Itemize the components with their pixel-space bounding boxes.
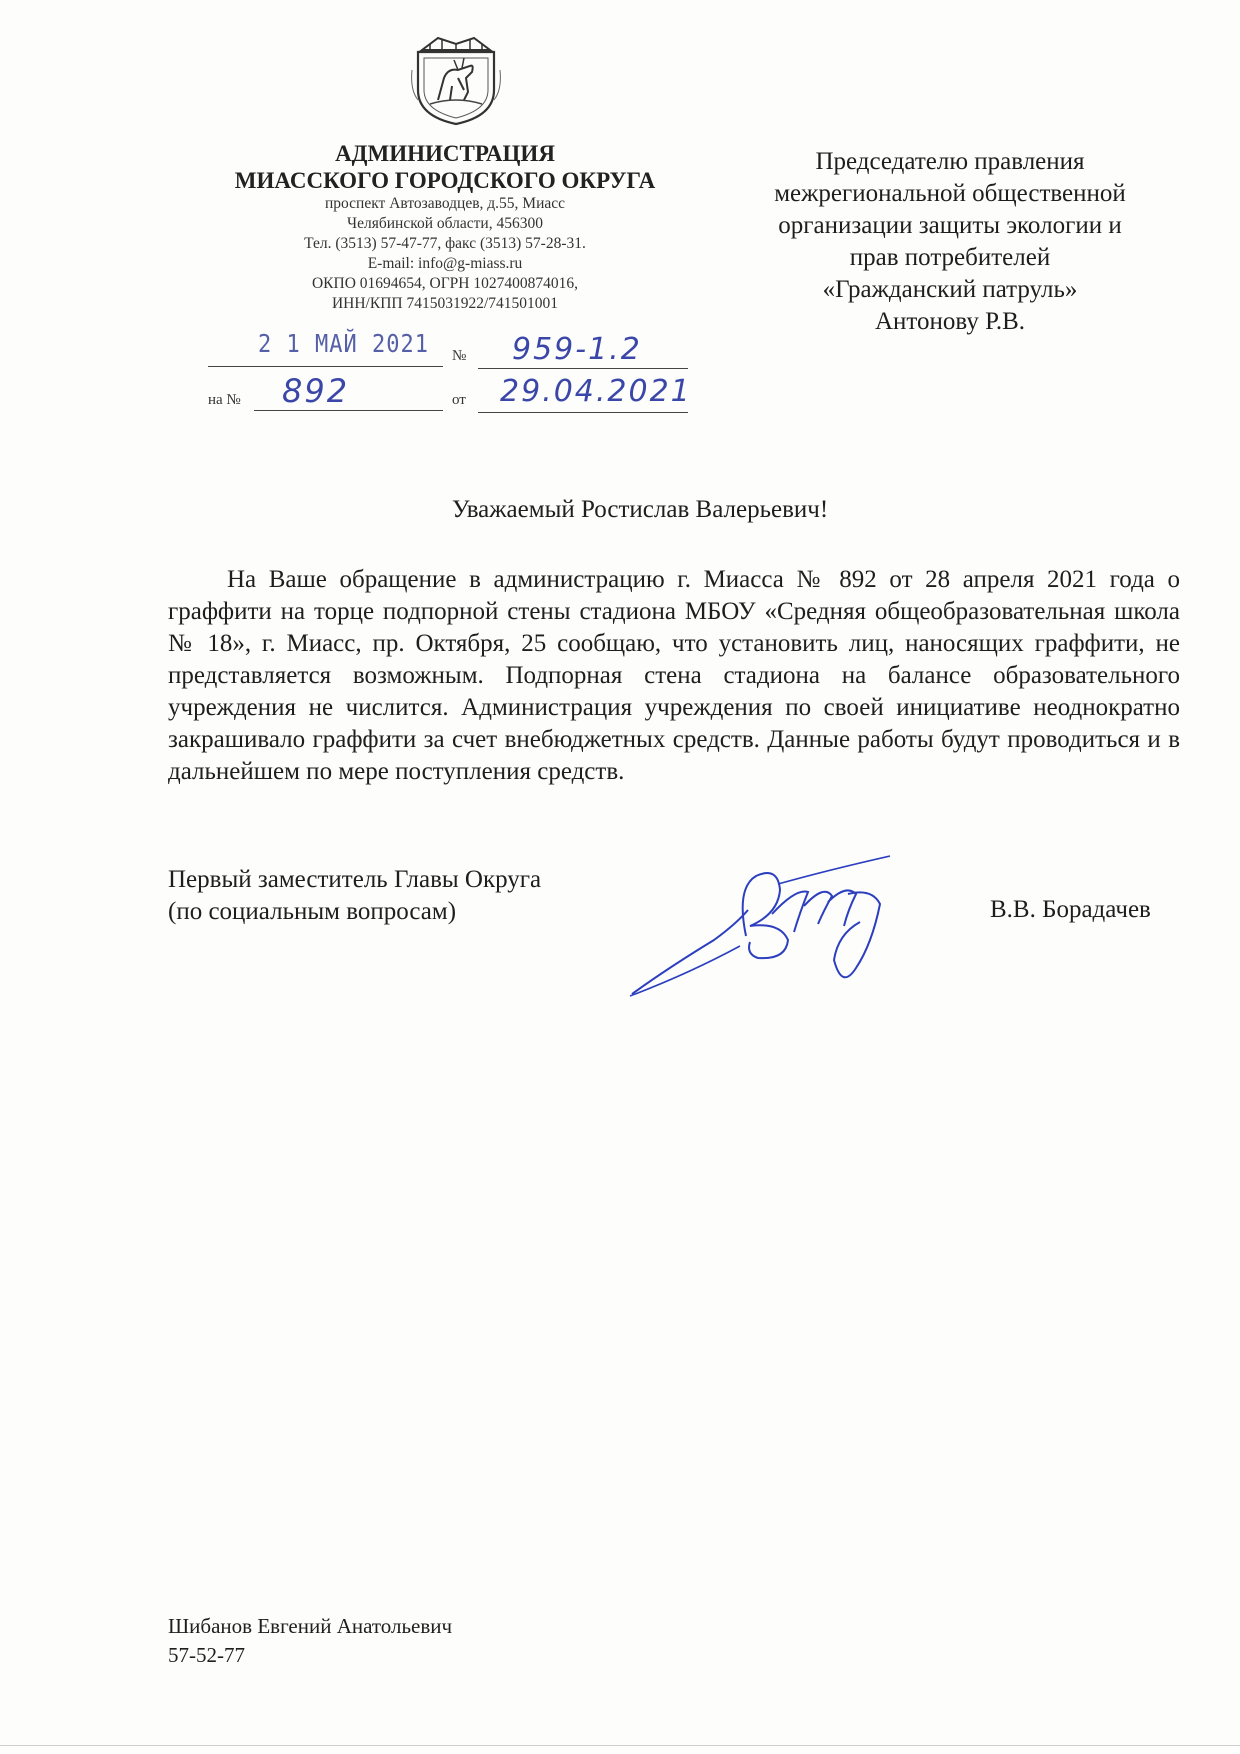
outgoing-date-stamp: 2 1 МАЙ 2021 (258, 330, 429, 359)
address-line2: Челябинской области, 456300 (347, 215, 543, 232)
scan-edge-divider (0, 1745, 1240, 1746)
reply-date: 29.04.2021 (500, 374, 692, 409)
address-line1: проспект Автозаводцев, д.55, Миасс (324, 195, 566, 212)
from-label: от (452, 392, 466, 408)
addressee-line3: организации защиты экологии и (778, 212, 1122, 239)
letter-body: На Ваше обращение в администрацию г. Миасса № 892 от 28 апреля 2021 года о граффити на торце подпорной стены стадиона МБОУ «Средняя общеобразовательная школа № 18», г. Миасс, пр. Октября, 25 сообщаю, что установить лиц, наносящих граффити, не представляется возможным. Подпорная стена стадиона на балансе образовательного учреждения не числится. Администрация учреждения по своей инициативе неоднократно закрашивало граффити за счет внебюджетных средств. Данные работы будут проводиться и в дальнейшем по мере поступления средств. (168, 566, 1180, 785)
email-line: E-mail: info@g-miass.ru (367, 255, 523, 272)
reply-number-line (254, 410, 443, 411)
number-label: № (452, 348, 467, 364)
outgoing-number-line (478, 368, 688, 369)
addressee-line6: Антонову Р.В. (874, 308, 1026, 335)
signatory-position-line1: Первый заместитель Главы Округа (168, 866, 542, 893)
addressee-line5: «Гражданский патруль» (822, 276, 1078, 303)
outgoing-date-line (208, 366, 443, 367)
executor-name: Шибанов Евгений Анатольевич (168, 1614, 453, 1638)
executor-block (168, 1612, 452, 1670)
signatory-name: В.В. Борадачев (990, 896, 1151, 923)
letterhead (195, 140, 695, 314)
addressee-block (720, 146, 1180, 338)
executor-phone: 57-52-77 (168, 1643, 245, 1667)
addressee-line4: прав потребителей (849, 244, 1051, 271)
salutation: Уважаемый Ростислав Валерьевич! (451, 496, 829, 523)
in-reply-label: на № (208, 392, 241, 408)
codes-line1: ОКПО 01694654, ОГРН 1027400874016, (311, 275, 578, 292)
phone-line: Тел. (3513) 57-47-77, факс (3513) 57-28-31. (304, 235, 586, 252)
reply-date-line (478, 412, 688, 413)
org-name-line2: МИАССКОГО ГОРОДСКОГО ОКРУГА (234, 168, 656, 193)
signatory-position (168, 864, 541, 928)
addressee-line2: межрегиональной общественной (774, 180, 1126, 207)
handwritten-signature (628, 848, 900, 1000)
codes-line2: ИНН/КПП 7415031922/741501001 (331, 295, 559, 312)
addressee-line1: Председателю правления (815, 148, 1085, 175)
reply-number: 892 (282, 372, 350, 410)
org-name-line1: АДМИНИСТРАЦИЯ (335, 141, 555, 166)
outgoing-number: 959-1.2 (512, 332, 642, 367)
coat-of-arms-icon (408, 30, 504, 128)
signatory-position-line2: (по социальным вопросам) (168, 898, 457, 925)
